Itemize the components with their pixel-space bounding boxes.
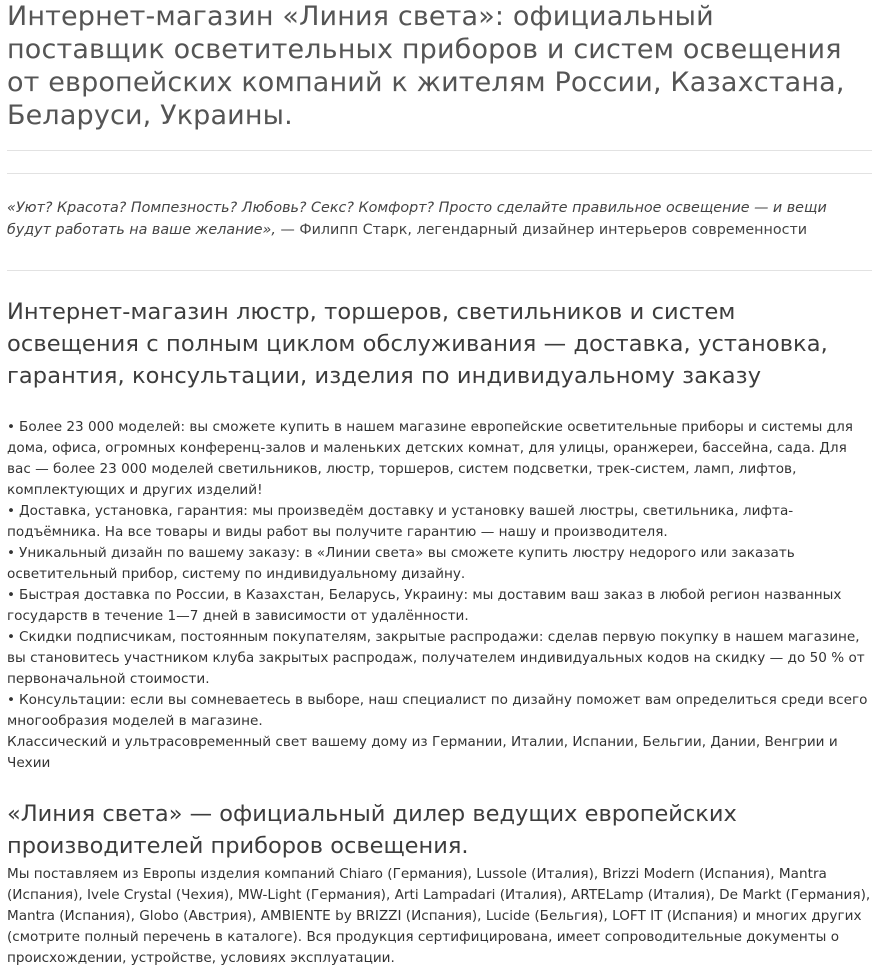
divider-top [7,150,872,151]
list-item-text: Уникальный дизайн по вашему заказу: в «Линии света» вы сможете купить люстру недорого или заказать осветительный прибор, систему по индивидуальному дизайну. [7,545,795,582]
list-item-text: Скидки подписчикам, постоянным покупателям, закрытые распродажи: сделав первую покупку в нашем магазине, вы становитесь участником клуба закрытых распродаж, получателем индивидуальных кодов на скидку — до 50 % от первоначальной стоимости. [7,629,865,687]
dealer-title: «Линия света» — официальный дилер ведущих европейских производителей приборов освещения. [7,801,737,859]
bullet-icon: • [7,629,16,645]
bullet-icon: • [7,503,16,519]
divider-after-quote [7,270,872,271]
list-item [7,543,872,585]
list-item-text: Консультации: если вы сомневаетесь в выборе, наш специалист по дизайну поможет вам определиться среди всего многообразия моделей в магазине. [7,692,868,729]
list-item-text: Быстрая доставка по России, в Казахстан, Беларусь, Украину: мы доставим ваш заказ в любой регион названных государств в течение 1—7 дней в зависимости от удалённости. [7,587,842,624]
quote-attribution: — Филипп Старк, легендарный дизайнер интерьеров современности [275,222,808,238]
bullet-icon: • [7,587,16,603]
divider-before-quote [7,173,872,174]
section-title: Интернет-магазин люстр, торшеров, светильников и систем освещения с полным циклом обслуживания — доставка, установка, гарантия, консультации, изделия по индивидуальному заказу [7,299,828,389]
bullet-icon: • [7,419,16,435]
bullet-icon: • [7,545,16,561]
list-item [7,501,872,543]
feature-list [7,417,872,732]
list-item [7,690,872,732]
list-item-text: Доставка, установка, гарантия: мы произведём доставку и установку вашей люстры, светильника, лифта-подъёмника. На все товары и виды работ вы получите гарантию — нашу и производителя. [7,503,794,540]
page-title: Интернет-магазин «Линия света»: официальный поставщик осветительных приборов и систем освещения от европейских компаний к жителям России, Казахстана, Беларуси, Украины. [7,1,845,131]
list-item [7,585,872,627]
bullet-icon: • [7,692,16,708]
list-item [7,417,872,501]
quote-text: «Уют? Красота? Помпезность? Любовь? Секс? Комфорт? Просто сделайте правильное освещение — и вещи будут работать на ваше желание», [7,200,827,238]
list-item-text: Более 23 000 моделей: вы сможете купить в нашем магазине европейские осветительные приборы и системы для дома, офиса, огромных конференц-залов и маленьких детских комнат, для улицы, оранжереи, бассейна, сада. Для вас — более 23 000 моделей светильников, люстр, торшеров, систем подсветки, трек-систем, ламп, лифтов, комплектующих и других изделий! [7,419,853,498]
dealer-text: Мы поставляем из Европы изделия компаний Chiaro (Германия), Lussole (Италия), Brizzi Modern (Испания), Mantra (Испания), Ivele Crystal (Чехия), MW-Light (Германия), Arti Lampadari (Италия), ARTELamp (Италия), De Markt (Германия), Mantra (Испания), Globo (Австрия), AMBIENTE by BRIZZI (Испания), Lucide (Бельгия), LOFT IT (Испания) и многих других (смотрите полный перечень в каталоге). Вся продукция сертифицирована, имеет сопроводительные документы о происхождении, устройстве, условиях эксплуатации. [7,866,871,966]
quote-block [7,197,872,241]
list-item [7,627,872,690]
origin-countries-text: Классический и ультрасовременный свет вашему дому из Германии, Италии, Испании, Бельгии, Дании, Венгрии и Чехии [7,734,838,771]
